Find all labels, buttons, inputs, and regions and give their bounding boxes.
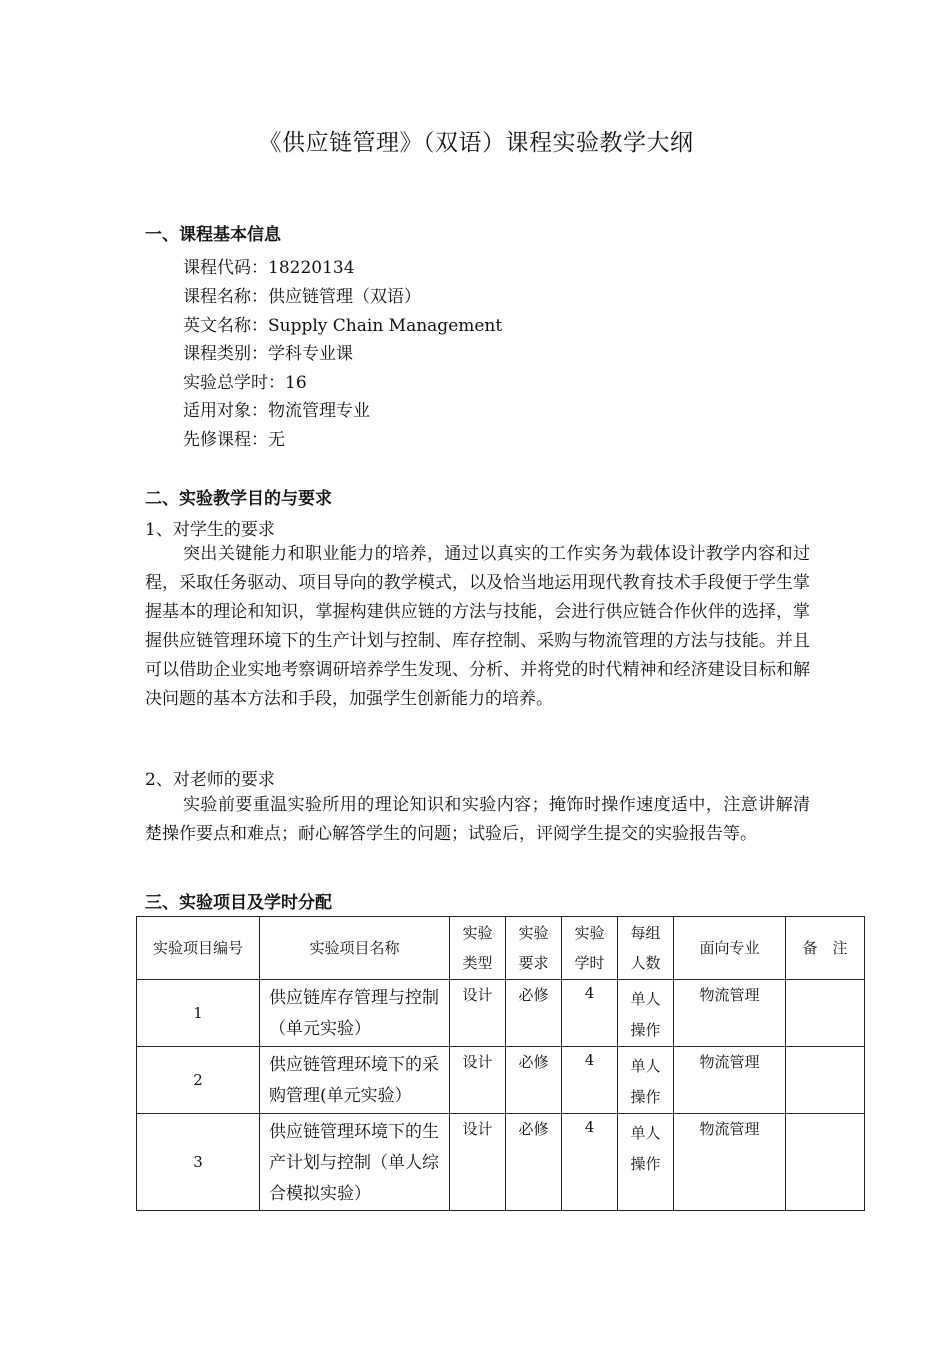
row-id: 1: [137, 980, 260, 1047]
course-category: 课程类别：学科专业课: [183, 344, 353, 364]
section3-heading: 三、实验项目及学时分配: [145, 893, 332, 913]
row-requirement: 必修: [506, 1047, 562, 1114]
english-name: 英文名称：Supply Chain Management: [183, 316, 503, 336]
row-id: 2: [137, 1047, 260, 1114]
row-hours: 4: [562, 1114, 618, 1211]
row-id: 3: [137, 1114, 260, 1211]
table-header-row: [137, 917, 865, 980]
row-type: 设计: [450, 1047, 506, 1114]
student-requirements-heading: 1、对学生的要求: [145, 520, 275, 540]
course-name: 课程名称：供应链管理（双语）: [183, 287, 421, 307]
row-type: 设计: [450, 980, 506, 1047]
target-audience: 适用对象：物流管理专业: [183, 401, 370, 421]
course-code: 课程代码：18220134: [183, 258, 355, 278]
header-name: 实验项目名称: [260, 917, 450, 980]
row-name: 供应链库存管理与控制（单元实验）: [260, 980, 450, 1047]
row-note: [786, 1114, 865, 1211]
header-type: 实验 类型: [450, 917, 506, 980]
row-group-size: 单人 操作: [618, 980, 674, 1047]
row-note: [786, 1047, 865, 1114]
row-group-size: 单人 操作: [618, 1114, 674, 1211]
row-type: 设计: [450, 1114, 506, 1211]
table-row: [137, 980, 865, 1047]
teacher-requirements-heading: 2、对老师的要求: [145, 770, 275, 790]
prerequisites: 先修课程：无: [183, 430, 285, 450]
row-major: 物流管理: [674, 1047, 786, 1114]
header-major: 面向专业: [674, 917, 786, 980]
table-row: [137, 1114, 865, 1211]
row-major: 物流管理: [674, 980, 786, 1047]
header-id: 实验项目编号: [137, 917, 260, 980]
section1-heading: 一、课程基本信息: [145, 225, 281, 245]
experiment-table: [136, 916, 865, 1211]
row-group-size: 单人 操作: [618, 1047, 674, 1114]
section2-heading: 二、实验教学目的与要求: [145, 489, 332, 509]
total-hours: 实验总学时：16: [183, 373, 307, 393]
teacher-requirements-text: 实验前要重温实验所用的理论知识和实验内容；掩饰时操作速度适中，注意讲解清楚操作要点和难点；耐心解答学生的问题；试验后，评阅学生提交的实验报告等。: [145, 795, 810, 844]
table-row: [137, 1047, 865, 1114]
header-hours: 实验 学时: [562, 917, 618, 980]
document-title: 《供应链管理》（双语）课程实验教学大纲: [258, 130, 694, 156]
header-group-size: 每组 人数: [618, 917, 674, 980]
row-name: 供应链管理环境下的生产计划与控制（单人综合模拟实验）: [260, 1114, 450, 1211]
row-name: 供应链管理环境下的采购管理(单元实验）: [260, 1047, 450, 1114]
header-note: 备 注: [786, 917, 865, 980]
row-major: 物流管理: [674, 1114, 786, 1211]
row-hours: 4: [562, 1047, 618, 1114]
student-requirements-text: 突出关键能力和职业能力的培养，通过以真实的工作实务为载体设计教学内容和过程，采取任务驱动、项目导向的教学模式，以及恰当地运用现代教育技术手段便于学生掌握基本的理论和知识，掌握构建供应链的方法与技能，会进行供应链合作伙伴的选择，掌握供应链管理环境下的生产计划与控制、库存控制、采购与物流管理的方法与技能。并且可以借助企业实地考察调研培养学生发现、分析、并将党的时代精神和经济建设目标和解决问题的基本方法和手段，加强学生创新能力的培养。: [145, 544, 810, 709]
row-note: [786, 980, 865, 1047]
row-requirement: 必修: [506, 1114, 562, 1211]
row-hours: 4: [562, 980, 618, 1047]
row-requirement: 必修: [506, 980, 562, 1047]
header-requirement: 实验 要求: [506, 917, 562, 980]
